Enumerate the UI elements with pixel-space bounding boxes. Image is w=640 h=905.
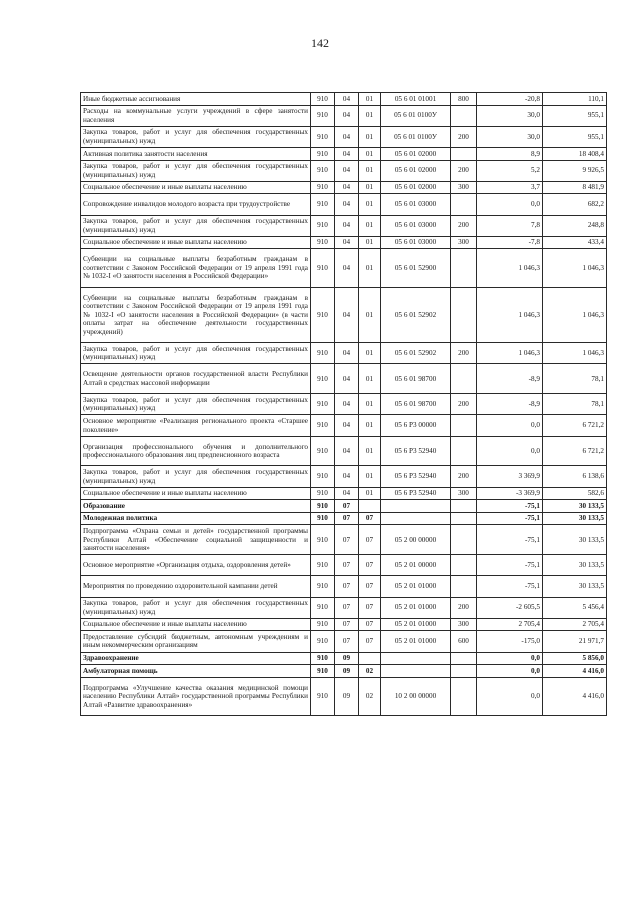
total-amount: 433,4 [543, 236, 607, 249]
total-amount: 582,6 [543, 487, 607, 500]
target-article: 05 2 01 01000 [381, 631, 451, 652]
section-code: 04 [335, 436, 359, 466]
subsection-code: 01 [359, 287, 381, 343]
ministry-code: 910 [311, 597, 335, 618]
total-amount: 5 456,4 [543, 597, 607, 618]
table-row [81, 126, 607, 147]
target-article: 05 2 01 01000 [381, 597, 451, 618]
target-article: 05 6 01 0100У [381, 105, 451, 126]
row-name: Подпрограмма «Охрана семьи и детей» государственной программы Республики Алтай «Обеспечение социальной защищенности и занятости населения» [81, 525, 311, 555]
total-amount: 9 926,5 [543, 160, 607, 181]
ministry-code: 910 [311, 287, 335, 343]
expense-type: 300 [451, 487, 477, 500]
total-amount: 955,1 [543, 126, 607, 147]
change-amount: 3 369,9 [477, 466, 543, 487]
change-amount: -2 605,5 [477, 597, 543, 618]
subsection-code: 07 [359, 597, 381, 618]
section-code: 04 [335, 343, 359, 364]
row-name: Иные бюджетные ассигнования [81, 93, 311, 106]
ministry-code: 910 [311, 147, 335, 160]
target-article: 05 6 01 52902 [381, 287, 451, 343]
section-code: 07 [335, 576, 359, 597]
section-code: 07 [335, 597, 359, 618]
subsection-code: 01 [359, 181, 381, 194]
expense-type [451, 364, 477, 394]
ministry-code: 910 [311, 555, 335, 576]
row-name: Расходы на коммунальные услуги учреждений в сфере занятости населения [81, 105, 311, 126]
expense-type: 200 [451, 343, 477, 364]
row-name: Образование [81, 500, 311, 513]
total-amount: 21 971,7 [543, 631, 607, 652]
expense-type: 800 [451, 93, 477, 106]
subsection-code: 07 [359, 576, 381, 597]
total-amount: 30 133,5 [543, 512, 607, 525]
subsection-code: 07 [359, 555, 381, 576]
subsection-code: 01 [359, 466, 381, 487]
ministry-code: 910 [311, 93, 335, 106]
row-name: Основное мероприятие «Реализация регионального проекта «Старшее поколение» [81, 415, 311, 436]
subsection-code: 02 [359, 677, 381, 715]
row-name: Субвенции на социальные выплаты безработным гражданам в соответствии с Законом Российской Федерации от 19 апреля 1991 года № 1032-I «О занятости населения в Российской Федерации» (в части оплаты затрат на обеспечение деятельности государственных учреждений) [81, 287, 311, 343]
row-name: Освещение деятельности органов государственной власти Республики Алтай в средствах массовой информации [81, 364, 311, 394]
subsection-code: 07 [359, 525, 381, 555]
expense-type: 300 [451, 618, 477, 631]
target-article: 05 6 01 52902 [381, 343, 451, 364]
ministry-code: 910 [311, 576, 335, 597]
ministry-code: 910 [311, 652, 335, 665]
subsection-code: 01 [359, 415, 381, 436]
total-amount: 1 046,3 [543, 287, 607, 343]
subsection-code: 07 [359, 618, 381, 631]
target-article: 05 6 01 03000 [381, 215, 451, 236]
table-row [81, 576, 607, 597]
change-amount: 1 046,3 [477, 287, 543, 343]
change-amount: -20,8 [477, 93, 543, 106]
subsection-code: 01 [359, 436, 381, 466]
section-code: 07 [335, 631, 359, 652]
change-amount: 2 705,4 [477, 618, 543, 631]
change-amount: 0,0 [477, 415, 543, 436]
table-row [81, 525, 607, 555]
target-article: 05 2 01 01000 [381, 576, 451, 597]
change-amount: -75,1 [477, 512, 543, 525]
total-amount: 4 416,0 [543, 677, 607, 715]
expense-type [451, 512, 477, 525]
row-name: Активная политика занятости населения [81, 147, 311, 160]
ministry-code: 910 [311, 436, 335, 466]
table-row [81, 665, 607, 678]
change-amount: 1 046,3 [477, 343, 543, 364]
total-amount: 6 138,6 [543, 466, 607, 487]
table-row [81, 466, 607, 487]
subsection-code: 01 [359, 487, 381, 500]
row-name: Организация профессионального обучения и дополнительного профессионального образования лиц предпенсионного возраста [81, 436, 311, 466]
ministry-code: 910 [311, 487, 335, 500]
ministry-code: 910 [311, 126, 335, 147]
budget-table-body [81, 93, 607, 716]
change-amount: -8,9 [477, 394, 543, 415]
total-amount: 78,1 [543, 394, 607, 415]
expense-type: 200 [451, 160, 477, 181]
total-amount: 4 416,0 [543, 665, 607, 678]
ministry-code: 910 [311, 249, 335, 287]
target-article: 05 6 01 02000 [381, 181, 451, 194]
section-code: 09 [335, 652, 359, 665]
target-article: 05 6 P3 52940 [381, 487, 451, 500]
table-row [81, 105, 607, 126]
table-row [81, 631, 607, 652]
table-row [81, 652, 607, 665]
total-amount: 8 481,9 [543, 181, 607, 194]
target-article: 05 6 01 02000 [381, 147, 451, 160]
table-row [81, 287, 607, 343]
section-code: 04 [335, 487, 359, 500]
table-row [81, 487, 607, 500]
ministry-code: 910 [311, 415, 335, 436]
subsection-code: 01 [359, 394, 381, 415]
row-name: Субвенции на социальные выплаты безработным гражданам в соответствии с Законом Российской Федерации от 19 апреля 1991 года № 1032-I «О занятости населения в Российской Федерации» [81, 249, 311, 287]
table-row [81, 215, 607, 236]
total-amount: 2 705,4 [543, 618, 607, 631]
expense-type: 200 [451, 215, 477, 236]
ministry-code: 910 [311, 181, 335, 194]
section-code: 07 [335, 525, 359, 555]
table-row [81, 512, 607, 525]
expense-type: 200 [451, 466, 477, 487]
target-article: 05 2 00 00000 [381, 525, 451, 555]
change-amount: 5,2 [477, 160, 543, 181]
expense-type [451, 287, 477, 343]
target-article: 05 6 01 01001 [381, 93, 451, 106]
row-name: Социальное обеспечение и иные выплаты населению [81, 181, 311, 194]
target-article: 05 6 P3 52940 [381, 436, 451, 466]
section-code: 07 [335, 512, 359, 525]
table-row [81, 500, 607, 513]
subsection-code: 01 [359, 236, 381, 249]
target-article: 05 6 01 0100У [381, 126, 451, 147]
expense-type [451, 194, 477, 215]
row-name: Мероприятия по проведению оздоровительной кампании детей [81, 576, 311, 597]
section-code: 04 [335, 93, 359, 106]
expense-type [451, 525, 477, 555]
target-article: 10 2 00 00000 [381, 677, 451, 715]
subsection-code: 01 [359, 364, 381, 394]
table-row [81, 147, 607, 160]
ministry-code: 910 [311, 160, 335, 181]
ministry-code: 910 [311, 215, 335, 236]
subsection-code: 01 [359, 194, 381, 215]
expense-type: 200 [451, 394, 477, 415]
row-name: Закупка товаров, работ и услуг для обеспечения государственных (муниципальных) нужд [81, 343, 311, 364]
total-amount: 30 133,5 [543, 555, 607, 576]
table-row [81, 597, 607, 618]
change-amount: -3 369,9 [477, 487, 543, 500]
section-code: 04 [335, 394, 359, 415]
table-row [81, 364, 607, 394]
change-amount: 30,0 [477, 105, 543, 126]
subsection-code: 01 [359, 343, 381, 364]
row-name: Амбулаторная помощь [81, 665, 311, 678]
table-row [81, 93, 607, 106]
change-amount: 7,8 [477, 215, 543, 236]
row-name: Социальное обеспечение и иные выплаты населению [81, 236, 311, 249]
table-row [81, 677, 607, 715]
row-name: Закупка товаров, работ и услуг для обеспечения государственных (муниципальных) нужд [81, 160, 311, 181]
row-name: Социальное обеспечение и иные выплаты населению [81, 487, 311, 500]
total-amount: 18 408,4 [543, 147, 607, 160]
change-amount: 0,0 [477, 677, 543, 715]
expense-type: 200 [451, 597, 477, 618]
row-name: Молодежная политика [81, 512, 311, 525]
section-code: 04 [335, 105, 359, 126]
ministry-code: 910 [311, 236, 335, 249]
change-amount: 0,0 [477, 194, 543, 215]
total-amount: 5 856,0 [543, 652, 607, 665]
table-row [81, 236, 607, 249]
table-row [81, 249, 607, 287]
table-row [81, 415, 607, 436]
row-name: Закупка товаров, работ и услуг для обеспечения государственных (муниципальных) нужд [81, 215, 311, 236]
target-article [381, 512, 451, 525]
subsection-code: 02 [359, 665, 381, 678]
row-name: Закупка товаров, работ и услуг для обеспечения государственных (муниципальных) нужд [81, 466, 311, 487]
change-amount: -7,8 [477, 236, 543, 249]
expense-type [451, 249, 477, 287]
change-amount: 8,9 [477, 147, 543, 160]
total-amount: 1 046,3 [543, 343, 607, 364]
expense-type [451, 665, 477, 678]
row-name: Здравоохранение [81, 652, 311, 665]
ministry-code: 910 [311, 105, 335, 126]
ministry-code: 910 [311, 631, 335, 652]
expense-type [451, 652, 477, 665]
ministry-code: 910 [311, 500, 335, 513]
subsection-code: 01 [359, 93, 381, 106]
change-amount: -75,1 [477, 576, 543, 597]
row-name: Социальное обеспечение и иные выплаты населению [81, 618, 311, 631]
section-code: 04 [335, 147, 359, 160]
target-article: 05 6 01 02000 [381, 160, 451, 181]
section-code: 09 [335, 665, 359, 678]
ministry-code: 910 [311, 665, 335, 678]
table-row [81, 555, 607, 576]
change-amount: 0,0 [477, 436, 543, 466]
ministry-code: 910 [311, 394, 335, 415]
change-amount: -75,1 [477, 525, 543, 555]
section-code: 04 [335, 126, 359, 147]
section-code: 04 [335, 364, 359, 394]
section-code: 04 [335, 287, 359, 343]
section-code: 04 [335, 249, 359, 287]
section-code: 04 [335, 194, 359, 215]
section-code: 09 [335, 677, 359, 715]
page-number: 142 [311, 36, 329, 50]
change-amount: 3,7 [477, 181, 543, 194]
subsection-code: 01 [359, 105, 381, 126]
section-code: 04 [335, 160, 359, 181]
target-article [381, 500, 451, 513]
target-article: 05 6 P3 52940 [381, 466, 451, 487]
total-amount: 1 046,3 [543, 249, 607, 287]
target-article: 05 6 P3 00000 [381, 415, 451, 436]
section-code: 04 [335, 181, 359, 194]
subsection-code: 01 [359, 215, 381, 236]
expense-type [451, 415, 477, 436]
target-article [381, 652, 451, 665]
ministry-code: 910 [311, 677, 335, 715]
row-name: Предоставление субсидий бюджетным, автономным учреждениям и иным некоммерческим организациям [81, 631, 311, 652]
target-article: 05 6 01 03000 [381, 236, 451, 249]
row-name: Основное мероприятие «Организация отдыха, оздоровления детей» [81, 555, 311, 576]
change-amount: 1 046,3 [477, 249, 543, 287]
expense-type [451, 555, 477, 576]
target-article: 05 6 01 03000 [381, 194, 451, 215]
total-amount: 6 721,2 [543, 415, 607, 436]
total-amount: 30 133,5 [543, 500, 607, 513]
budget-table [80, 92, 607, 716]
target-article: 05 2 01 00000 [381, 555, 451, 576]
change-amount: 30,0 [477, 126, 543, 147]
section-code: 04 [335, 466, 359, 487]
subsection-code: 07 [359, 631, 381, 652]
change-amount: 0,0 [477, 652, 543, 665]
target-article: 05 2 01 01000 [381, 618, 451, 631]
change-amount: -8,9 [477, 364, 543, 394]
change-amount: -175,0 [477, 631, 543, 652]
change-amount: -75,1 [477, 500, 543, 513]
total-amount: 248,8 [543, 215, 607, 236]
target-article: 05 6 01 98700 [381, 364, 451, 394]
table-row [81, 436, 607, 466]
total-amount: 78,1 [543, 364, 607, 394]
ministry-code: 910 [311, 343, 335, 364]
table-row [81, 618, 607, 631]
subsection-code [359, 652, 381, 665]
expense-type: 300 [451, 181, 477, 194]
change-amount: 0,0 [477, 665, 543, 678]
expense-type [451, 147, 477, 160]
table-row [81, 160, 607, 181]
target-article: 05 6 01 52900 [381, 249, 451, 287]
expense-type [451, 436, 477, 466]
row-name: Подпрограмма «Улучшение качества оказания медицинской помощи населению Республики Алтай» государственной программы Республики Алтай «Развитие здравоохранения» [81, 677, 311, 715]
section-code: 07 [335, 555, 359, 576]
subsection-code: 07 [359, 512, 381, 525]
subsection-code: 01 [359, 160, 381, 181]
total-amount: 30 133,5 [543, 525, 607, 555]
total-amount: 682,2 [543, 194, 607, 215]
subsection-code: 01 [359, 126, 381, 147]
section-code: 04 [335, 415, 359, 436]
expense-type: 600 [451, 631, 477, 652]
expense-type [451, 500, 477, 513]
table-row [81, 181, 607, 194]
row-name: Закупка товаров, работ и услуг для обеспечения государственных (муниципальных) нужд [81, 597, 311, 618]
expense-type [451, 677, 477, 715]
row-name: Закупка товаров, работ и услуг для обеспечения государственных (муниципальных) нужд [81, 126, 311, 147]
ministry-code: 910 [311, 364, 335, 394]
expense-type [451, 105, 477, 126]
ministry-code: 910 [311, 512, 335, 525]
subsection-code: 01 [359, 147, 381, 160]
ministry-code: 910 [311, 466, 335, 487]
expense-type: 200 [451, 126, 477, 147]
expense-type [451, 576, 477, 597]
section-code: 07 [335, 618, 359, 631]
ministry-code: 910 [311, 618, 335, 631]
target-article [381, 665, 451, 678]
table-row [81, 343, 607, 364]
table-row [81, 394, 607, 415]
table-row [81, 194, 607, 215]
expense-type: 300 [451, 236, 477, 249]
section-code: 07 [335, 500, 359, 513]
section-code: 04 [335, 236, 359, 249]
total-amount: 6 721,2 [543, 436, 607, 466]
target-article: 05 6 01 98700 [381, 394, 451, 415]
change-amount: -75,1 [477, 555, 543, 576]
total-amount: 30 133,5 [543, 576, 607, 597]
ministry-code: 910 [311, 525, 335, 555]
subsection-code: 01 [359, 249, 381, 287]
total-amount: 955,1 [543, 105, 607, 126]
section-code: 04 [335, 215, 359, 236]
total-amount: 110,1 [543, 93, 607, 106]
row-name: Сопровождение инвалидов молодого возраста при трудоустройстве [81, 194, 311, 215]
row-name: Закупка товаров, работ и услуг для обеспечения государственных (муниципальных) нужд [81, 394, 311, 415]
subsection-code [359, 500, 381, 513]
ministry-code: 910 [311, 194, 335, 215]
